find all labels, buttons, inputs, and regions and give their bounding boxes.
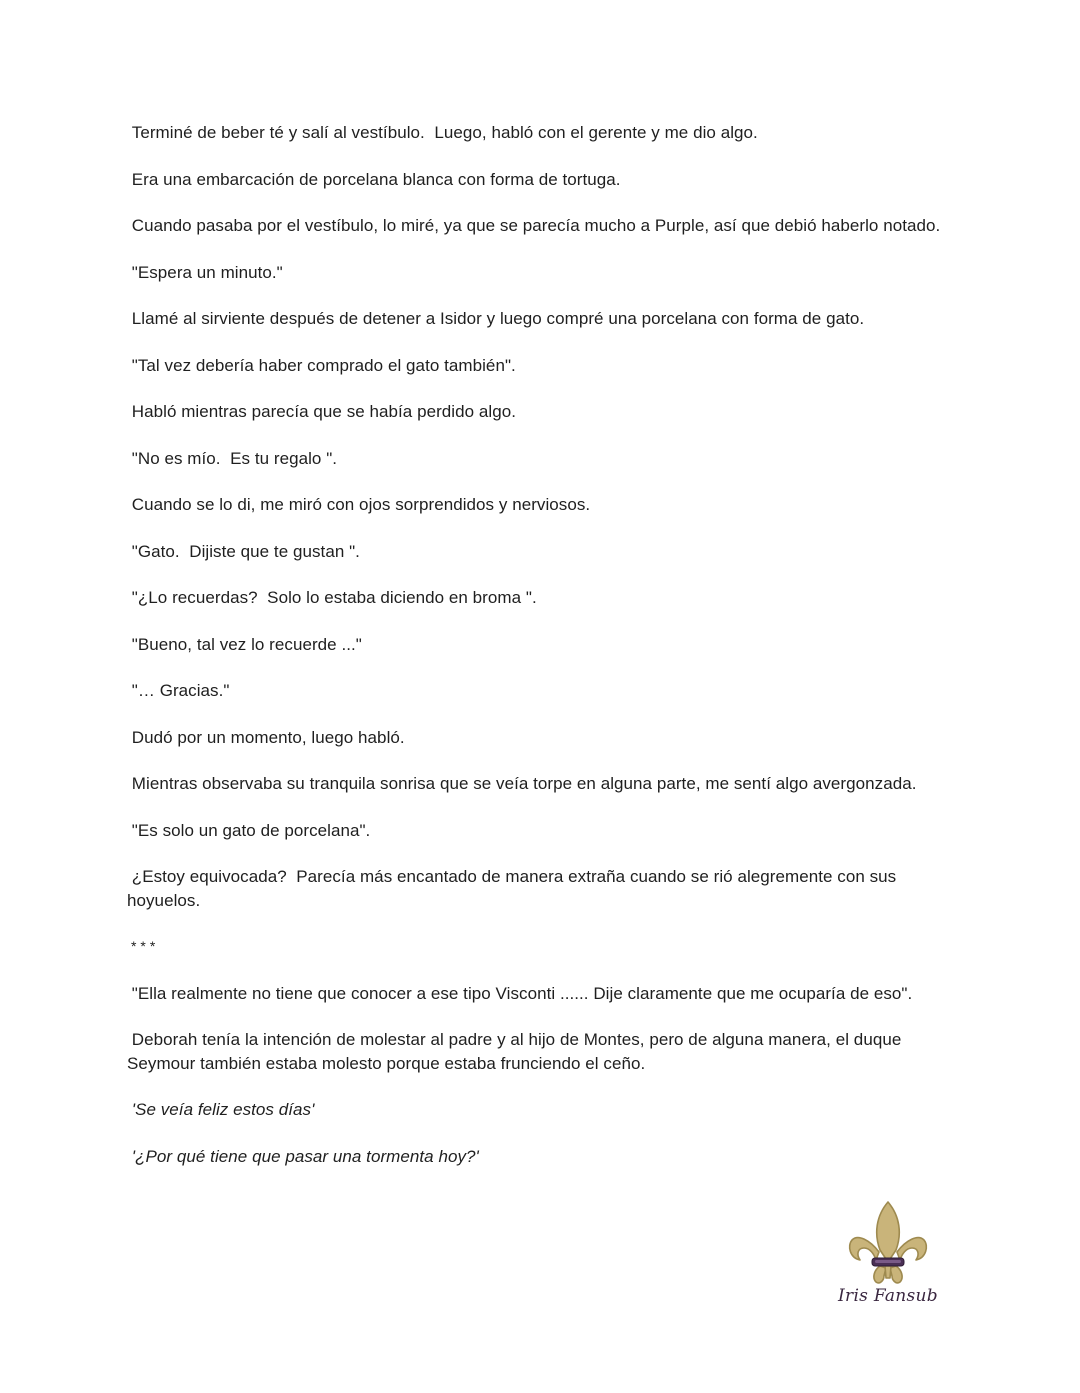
paragraph: "… Gracias.": [127, 681, 230, 700]
paragraph: "Ella realmente no tiene que conocer a ese tipo Visconti ...... Dije claramente que me ocuparía de eso".: [127, 983, 913, 1003]
watermark-text: Iris Fansub: [838, 1286, 938, 1306]
paragraph: Mientras observaba su tranquila sonrisa que se veía torpe en alguna parte, me sentí algo avergonzada.: [127, 774, 917, 793]
italic-thought: 'Se veía feliz estos días': [127, 1100, 315, 1119]
paragraph: "¿Lo recuerdas? Solo lo estaba diciendo en broma ".: [127, 588, 537, 607]
italic-thought: '¿Por qué tiene que pasar una tormenta hoy?': [127, 1146, 479, 1166]
paragraph: Cuando se lo di, me miró con ojos sorprendidos y nerviosos.: [127, 495, 591, 514]
paragraph: "Tal vez debería haber comprado el gato también".: [127, 355, 516, 375]
paragraph: Llamé al sirviente después de detener a Isidor y luego compré una porcelana con forma de gato.: [127, 309, 865, 328]
paragraph: Era una embarcación de porcelana blanca con forma de tortuga.: [127, 169, 621, 189]
watermark-logo: [836, 1200, 940, 1312]
scene-separator: * * *: [127, 938, 156, 954]
paragraph: Terminé de beber té y salí al vestíbulo. Luego, habló con el gerente y me dio algo.: [127, 123, 758, 142]
paragraph: "Espera un minuto.": [127, 262, 283, 282]
paragraph: Cuando pasaba por el vestíbulo, lo miré, ya que se parecía mucho a Purple, así que debió haberlo notado.: [127, 216, 941, 235]
paragraph: "Gato. Dijiste que te gustan ".: [127, 541, 360, 561]
paragraph: "Bueno, tal vez lo recuerde ...": [127, 634, 362, 654]
paragraph: Habló mientras parecía que se había perdido algo.: [127, 402, 517, 421]
paragraph: Dudó por un momento, luego habló.: [127, 727, 405, 747]
paragraph: ¿Estoy equivocada? Parecía más encantado de manera extraña cuando se rió alegremente con sus hoyuelos.: [127, 867, 901, 910]
paragraph: Deborah tenía la intención de molestar al padre y al hijo de Montes, pero de alguna manera, el duque Seymour también estaba molesto porque estaba frunciendo el ceño.: [127, 1030, 907, 1073]
paragraph: "No es mío. Es tu regalo ".: [127, 448, 338, 468]
fleur-de-lis-icon: [846, 1200, 930, 1286]
paragraph: "Es solo un gato de porcelana".: [127, 820, 371, 840]
document-body: [127, 121, 957, 1191]
